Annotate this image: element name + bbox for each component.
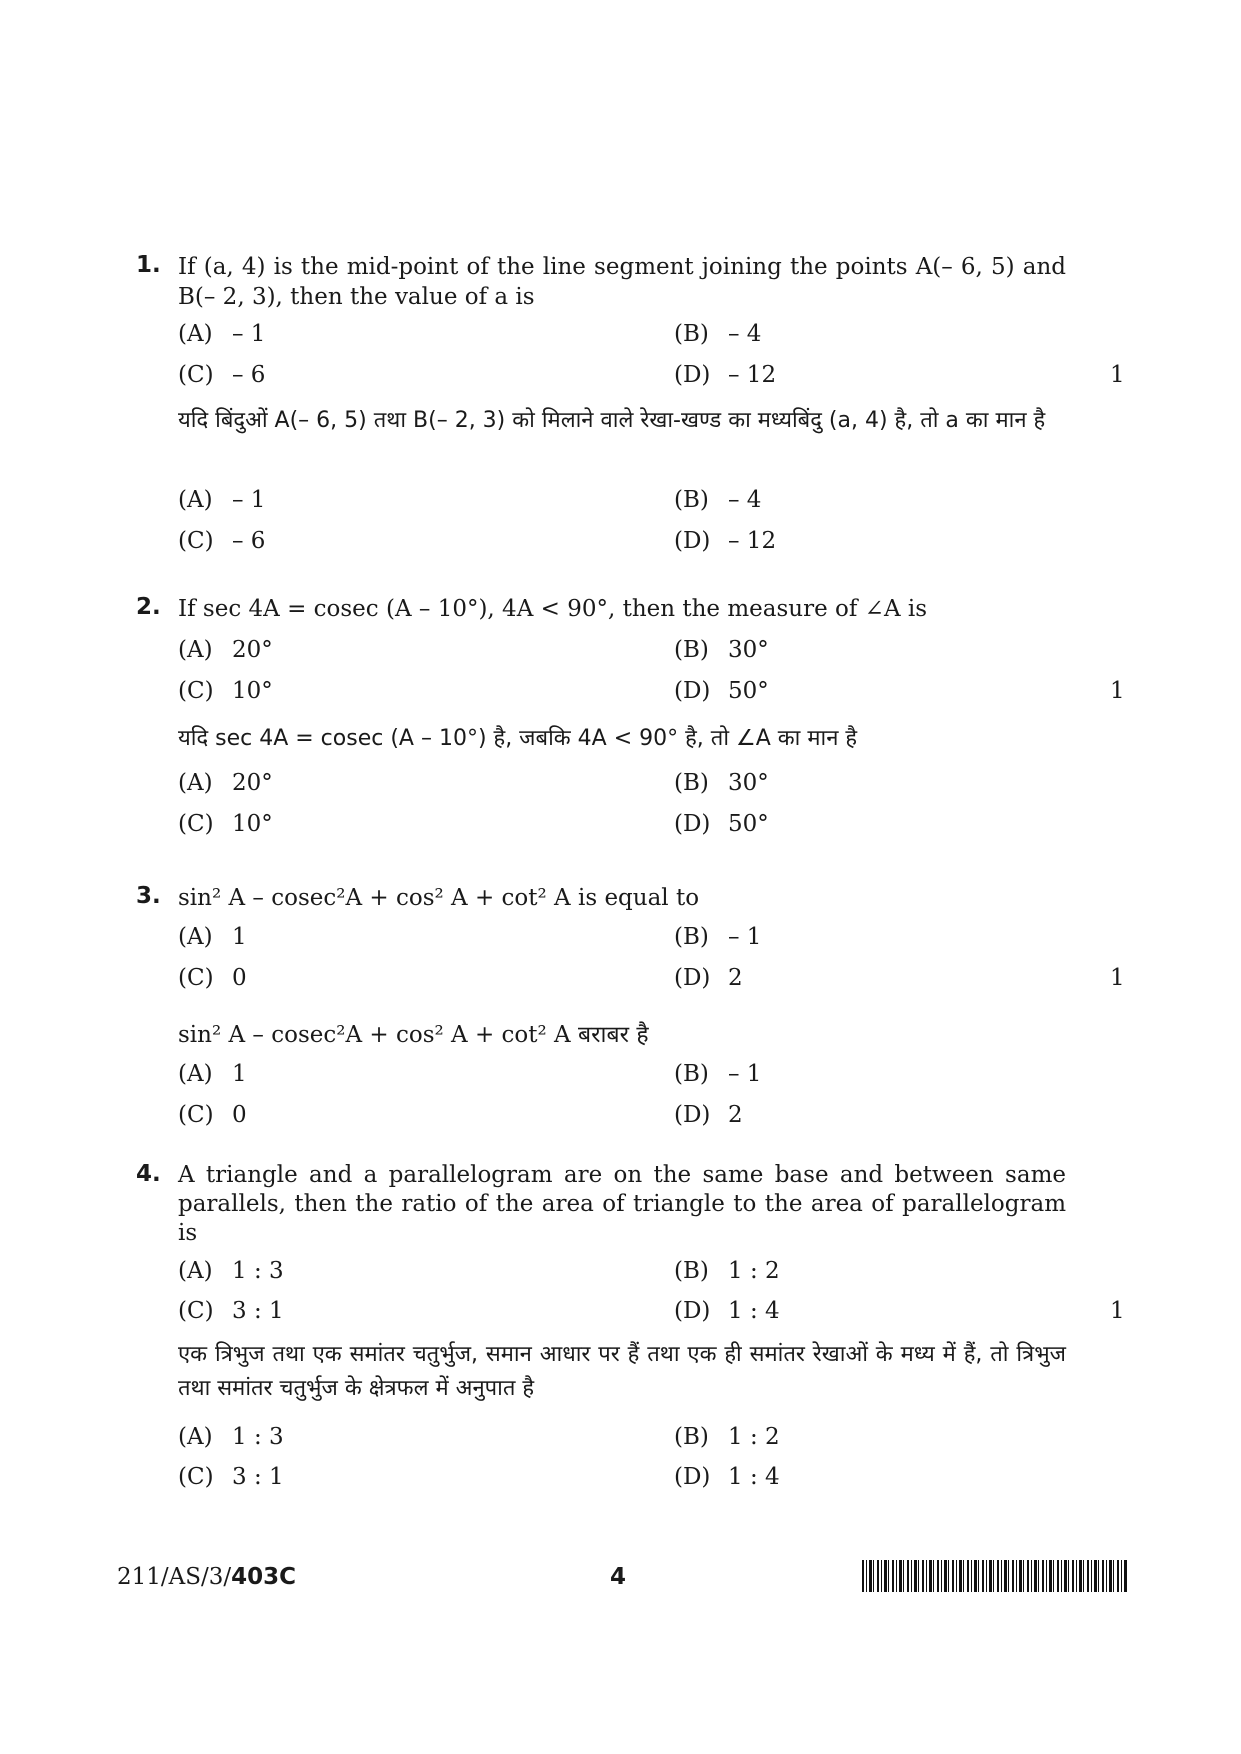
option-d: (D) 1 : 4: [674, 1298, 780, 1324]
option-a-hi: (A) 1: [178, 1061, 247, 1087]
barcode-image: [862, 1560, 1128, 1592]
option-c-hi: (C) – 6: [178, 528, 266, 554]
option-a-hi: (A) 20°: [178, 770, 273, 796]
paper-code: [117, 1564, 296, 1590]
option-a-hi: (A) 1 : 3: [178, 1424, 284, 1450]
option-d: (D) 50°: [674, 678, 769, 704]
option-c-hi: (C) 10°: [178, 811, 273, 837]
question-text-en: sin² A – cosec²A + cos² A + cot² A is equal to: [178, 885, 700, 911]
option-d-hi: (D) – 12: [674, 528, 777, 554]
option-c-hi: (C) 0: [178, 1102, 247, 1128]
option-b: (B) 30°: [674, 637, 769, 663]
question-number: 3.: [136, 883, 161, 909]
option-d-hi: (D) 50°: [674, 811, 769, 837]
option-b-hi: (B) 30°: [674, 770, 769, 796]
option-b: (B) – 1: [674, 924, 762, 950]
page-number: 4: [610, 1564, 627, 1590]
question-number: 1.: [136, 252, 161, 278]
option-d-hi: (D) 2: [674, 1102, 743, 1128]
option-a: (A) – 1: [178, 321, 266, 347]
question-text-hi: यदि बिंदुओं A(– 6, 5) तथा B(– 2, 3) को मिलाने वाले रेखा-खण्ड का मध्यबिंदु (a, 4) है, तो a का मान है: [178, 408, 1046, 433]
option-c: (C) 3 : 1: [178, 1298, 284, 1324]
marks: 1: [1110, 362, 1125, 388]
option-b: (B) 1 : 2: [674, 1258, 780, 1284]
option-a: (A) 1 : 3: [178, 1258, 284, 1284]
marks: 1: [1110, 965, 1125, 991]
option-a-hi: (A) – 1: [178, 487, 266, 513]
option-b-hi: (B) 1 : 2: [674, 1424, 780, 1450]
option-b-hi: (B) – 1: [674, 1061, 762, 1087]
option-d: (D) – 12: [674, 362, 777, 388]
option-c: (C) – 6: [178, 362, 266, 388]
marks: 1: [1110, 678, 1125, 704]
option-b: (B) – 4: [674, 321, 762, 347]
option-a: (A) 20°: [178, 637, 273, 663]
question-text-en: A triangle and a parallelogram are on the same base and between same parallels, then the ratio of the area of triangle to the area of parallelogram is: [178, 1162, 1066, 1246]
question-text-en: If sec 4A = cosec (A – 10°), 4A < 90°, then the measure of ∠A is: [178, 596, 928, 622]
option-c-hi: (C) 3 : 1: [178, 1464, 284, 1490]
option-c: (C) 10°: [178, 678, 273, 704]
question-number: 2.: [136, 594, 161, 620]
option-b-hi: (B) – 4: [674, 487, 762, 513]
option-d: (D) 2: [674, 965, 743, 991]
marks: 1: [1110, 1298, 1125, 1324]
option-d-hi: (D) 1 : 4: [674, 1464, 780, 1490]
option-a: (A) 1: [178, 924, 247, 950]
option-c: (C) 0: [178, 965, 247, 991]
paper-code-prefix: 211/AS/3/: [117, 1564, 232, 1590]
question-number: 4.: [136, 1161, 161, 1187]
question-text-en: If (a, 4) is the mid-point of the line segment joining the points A(– 6, 5) and B(– 2, 3), then the value of a is: [178, 254, 1066, 310]
paper-code-bold: 403C: [231, 1564, 297, 1590]
question-text-hi: यदि sec 4A = cosec (A – 10°) है, जबकि 4A < 90° है, तो ∠A का मान है: [178, 726, 858, 751]
question-text-hi: sin² A – cosec²A + cos² A + cot² A बराबर है: [178, 1022, 649, 1048]
question-text-hi: एक त्रिभुज तथा एक समांतर चतुर्भुज, समान आधार पर हैं तथा एक ही समांतर रेखाओं के मध्य में हैं, तो त्रिभुज तथा समांतर चतुर्भुज के क्षेत्रफल में अनुपात है: [178, 1342, 1066, 1401]
